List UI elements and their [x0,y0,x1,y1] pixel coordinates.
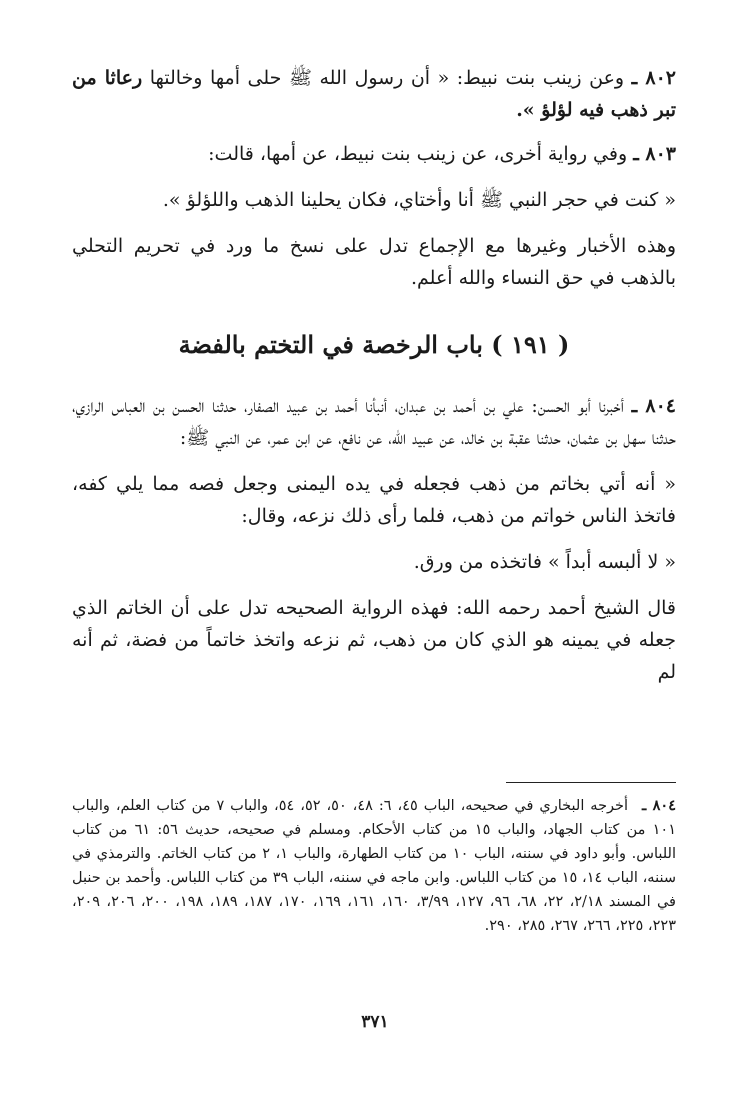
hadith-803 [72,138,676,170]
footnote-804 [72,794,676,938]
sheikh-commentary: قال الشيخ أحمد رحمه الله: فهذه الرواية الصحيحه تدل على أن الخاتم الذي جعله في يمينه هو الذي كان من ذهب، ثم نزعه واتخذ خاتماً من فضة، ثم أنه لم [72,597,676,683]
hadith-804-matn: « أنه أتي بخاتم من ذهب فجعله في يده اليمنى وجعل فصه مما يلي كفه، فاتخذ الناس خواتم من ذهب، فلما رأى ذلك نزعه، وقال: [72,473,676,527]
hadith-803-text: وفي رواية أخرى، عن زينب بنت نبيط، عن أمها، قالت: [208,143,628,165]
chapter-heading: ( ١٩١ ) باب الرخصة في التختم بالفضة [178,330,570,359]
hadith-802-text-end: رعاثا من تبر ذهب فيه لؤلؤ ». [72,67,676,121]
footnote-divider [506,782,676,783]
main-text [72,62,676,702]
hadith-number: ٨٠٣ ـ [633,143,676,165]
hadith-804-saying: « لا ألبسه أبداً » فاتخذه من ورق. [413,551,676,573]
page-number: ٣٧١ [361,1012,389,1032]
hadith-804-isnad: أخبرنا أبو الحسن: علي بن أحمد بن عبدان، أنبأنا أحمد بن عبيد الصفار، حدثنا الحسن بن العباس الرازي، حدثنا سهل بن عثمان، حدثنا عقبة بن خالد، عن عبيد الله، عن نافع، عن ابن عمر، عن النبي ﷺ: [72,395,676,449]
hadith-number: ٨٠٤ ـ [631,395,676,417]
hadith-802-text: وعن زينب بنت نبيط: « أن رسول الله ﷺ حلى أمها وخالتها [149,67,625,89]
footnotes [72,794,676,938]
commentary-paragraph: وهذه الأخبار وغيرها مع الإجماع تدل على نسخ ما ورد في تحريم التحلي بالذهب في حق النساء والله أعلم. [72,235,676,289]
hadith-802 [72,62,676,126]
hadith-804 [72,390,676,454]
hadith-803-quote: « كنت في حجر النبي ﷺ أنا وأختاي، فكان يحلينا الذهب واللؤلؤ ». [162,189,676,211]
footnote-number: ٨٠٤ ـ [641,797,676,814]
footnote-text: أخرجه البخاري في صحيحه، الباب ٤٥، ٦: ٤٨، ٥٠، ٥٢، ٥٤، والباب ٧ من كتاب العلم، والباب ١٠١ من كتاب الجهاد، والباب ١٥ من كتاب الأحكام. ومسلم في صحيحه، حديث ٥٦: ٦١ من كتاب اللباس. وأبو داود في سننه، الباب ١٠ من كتاب الطهارة، والباب ١، ٢ من كتاب الخاتم. والترمذي في سننه، الباب ١٤، ١٥ من كتاب اللباس. وابن ماجه في سننه، الباب ٣٩ من كتاب اللباس. وأحمد بن حنبل في المسند ٢/١٨، ٢٢، ٦٨، ٩٦، ١٢٧، ٣/٩٩، ١٦٠، ١٦١، ١٦٩، ١٧٠، ١٨٧، ١٨٩، ١٩٨، ٢٠٠، ٢٠٦، ٢٠٩، ٢٢٣، ٢٢٥، ٢٦٦، ٢٦٧، ٢٨٥، ٢٩٠. [72,798,677,934]
hadith-number: ٨٠٢ ـ [631,67,676,89]
